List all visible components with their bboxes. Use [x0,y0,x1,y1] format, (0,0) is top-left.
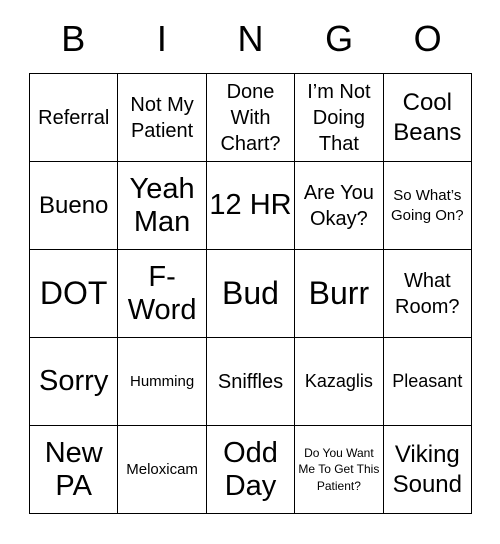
bingo-cell-r2-c5[interactable]: So What’s Going On? [384,162,472,250]
bingo-cell-r3-c4[interactable]: Burr [295,250,383,338]
bingo-cell-r5-c1[interactable]: New PA [30,426,118,514]
bingo-cell-r3-c3[interactable]: Bud [207,250,295,338]
header-letter-n: N [237,17,264,59]
bingo-cell-r2-c2[interactable]: Yeah Man [118,162,206,250]
bingo-cell-r2-c3[interactable]: 12 HR [207,162,295,250]
bingo-cell-r4-c5[interactable]: Pleasant [384,338,472,426]
bingo-cell-r2-c4[interactable]: Are You Okay? [295,162,383,250]
header-letter-i: I [156,17,167,59]
bingo-cell-r5-c5[interactable]: Viking Sound [384,426,472,514]
bingo-cell-r3-c2[interactable]: F-Word [118,250,206,338]
bingo-cell-r4-c4[interactable]: Kazaglis [295,338,383,426]
bingo-cell-r3-c1[interactable]: DOT [30,250,118,338]
header-letter-o: O [413,17,442,59]
bingo-cell-r5-c3[interactable]: Odd Day [207,426,295,514]
bingo-cell-r1-c1[interactable]: Referral [30,74,118,162]
bingo-cell-r1-c4[interactable]: I’m Not Doing That [295,74,383,162]
bingo-cell-r5-c2[interactable]: Meloxicam [118,426,206,514]
bingo-grid [29,73,472,514]
bingo-cell-r4-c1[interactable]: Sorry [30,338,118,426]
bingo-cell-r1-c5[interactable]: Cool Beans [384,74,472,162]
bingo-header [29,0,472,73]
bingo-cell-r4-c3[interactable]: Sniffles [207,338,295,426]
bingo-cell-r2-c1[interactable]: Bueno [30,162,118,250]
bingo-cell-r1-c2[interactable]: Not My Patient [118,74,206,162]
header-letter-g: G [325,17,354,59]
bingo-cell-r5-c4[interactable]: Do You Want Me To Get This Patient? [295,426,383,514]
bingo-cell-r4-c2[interactable]: Humming [118,338,206,426]
bingo-card [29,0,472,514]
header-letter-b: B [61,17,86,59]
bingo-cell-r1-c3[interactable]: Done With Chart? [207,74,295,162]
bingo-cell-r3-c5[interactable]: What Room? [384,250,472,338]
